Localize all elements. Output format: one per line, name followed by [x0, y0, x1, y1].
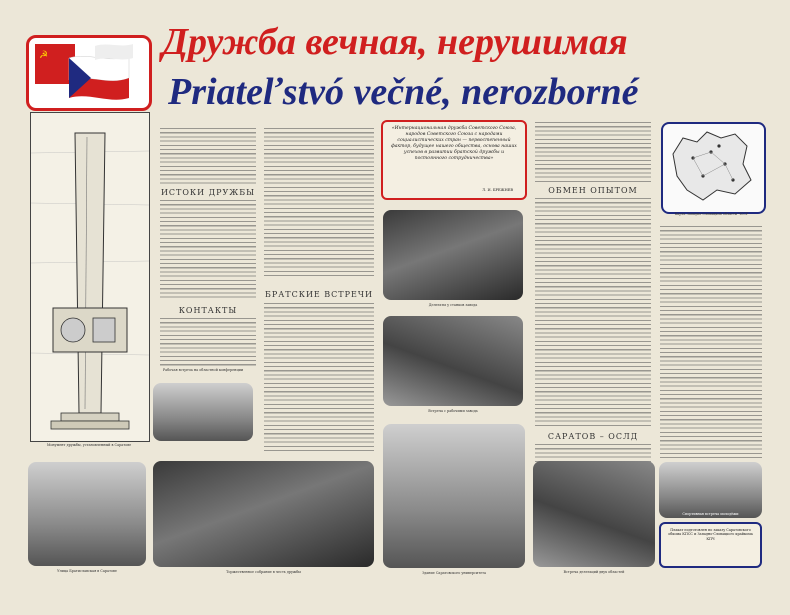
monument-caption: Монумент дружбы, установленный в Саратове	[46, 443, 132, 447]
people-caption: Встреча делегаций двух областей	[563, 570, 625, 574]
info-box: Плакат подготовлен по заказу Саратовского обкома КПСС и Западно-Словацкого крайкома КПЧ	[659, 522, 762, 568]
building-photo	[383, 424, 525, 568]
istoki-text-block	[160, 200, 256, 300]
building-caption: Здание Саратовского университета	[422, 571, 486, 575]
monument-illustration	[30, 112, 150, 442]
street-caption: Улица Братиславская в Саратове	[57, 569, 117, 573]
factory-caption: Делегаты у станков завода	[428, 303, 478, 307]
obmen-text-block	[535, 198, 651, 428]
map-box	[661, 122, 766, 214]
column-four-text-top	[535, 122, 651, 182]
title-russian: Дружба вечная, нерушимая	[162, 21, 628, 63]
bratskie-text-block	[264, 303, 374, 453]
meeting-hall-photo	[153, 383, 253, 441]
title-slovak: Priateľstvó večné, nerozborné	[168, 71, 639, 113]
workers-caption: Встреча с рабочими завода	[428, 409, 478, 413]
heading-bratskie: БРАТСКИЕ ВСТРЕЧИ	[264, 290, 374, 299]
column-two-text-block	[264, 128, 374, 278]
quote-box	[381, 120, 527, 200]
sport-photo	[659, 462, 762, 518]
assembly-photo	[153, 461, 374, 567]
workers-photo	[383, 316, 523, 406]
map-caption: Карта Западно-Словацкой области ЧССР	[674, 212, 749, 216]
intro-text-block	[160, 128, 256, 184]
assembly-caption: Торжественное собрание в честь дружбы	[226, 570, 301, 574]
column-five-text-block	[660, 226, 762, 458]
heading-kontakty: КОНТАКТЫ	[178, 306, 238, 315]
sport-caption: Спортивная встреча молодёжи	[682, 512, 739, 516]
flags-logo	[26, 35, 152, 111]
kontakty-text-block	[160, 318, 256, 366]
people-photo	[533, 461, 655, 567]
quote-author: Л. И. БРЕЖНЕВ	[482, 188, 513, 192]
factory-photo	[383, 210, 523, 300]
region-map-icon	[663, 124, 760, 208]
street-photo	[28, 462, 146, 566]
heading-obmen: ОБМЕН ОПЫТОМ	[548, 186, 638, 195]
quote-text: «Интернациональная дружба Советского Союза, народов Советского Союза с народами социалистических стран — первостепенный фактор, будущее нашего общества, основа наших успехов в развитии братской дружбы и постоянного сотрудничества»	[391, 126, 517, 161]
flags-icon	[29, 38, 143, 102]
heading-saratov: САРАТОВ – ОСЛД	[547, 432, 639, 441]
heading-istoki: ИСТОКИ ДРУЖБЫ	[160, 188, 256, 197]
svg-text:☭: ☭	[39, 50, 48, 61]
meeting-hall-caption: Рабочая встреча на областной конференции	[162, 368, 244, 372]
